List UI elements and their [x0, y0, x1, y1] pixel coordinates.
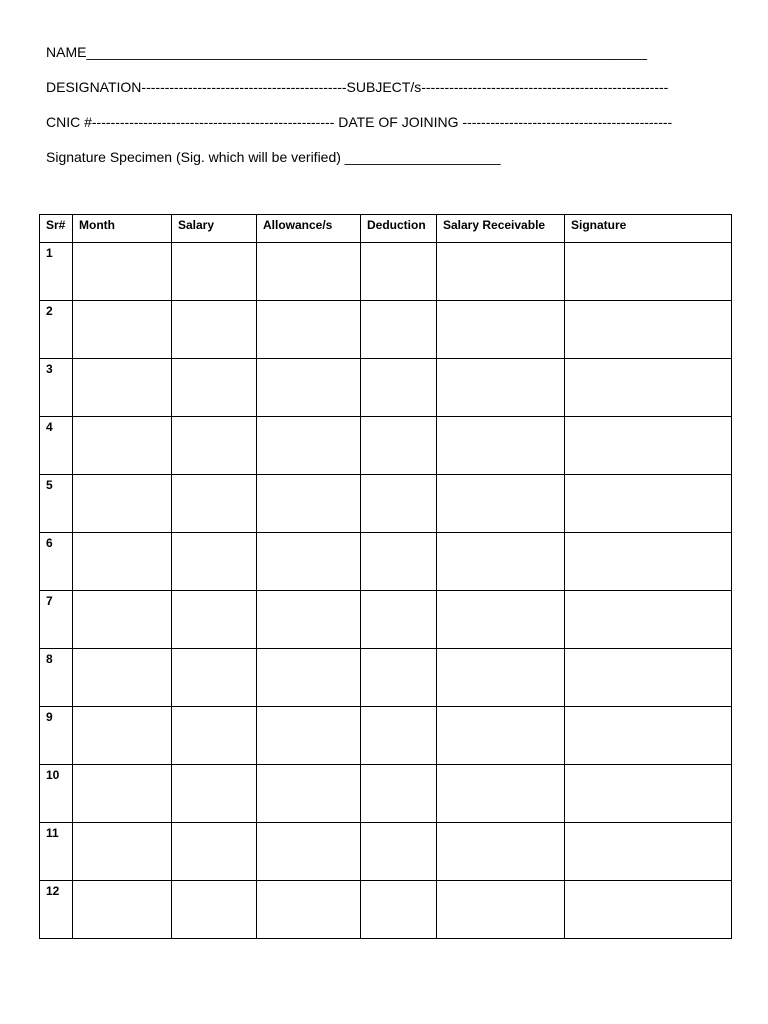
table-row — [40, 417, 732, 475]
month-cell[interactable] — [73, 591, 172, 649]
allowance-cell[interactable] — [257, 823, 361, 881]
salary-receivable-cell[interactable] — [437, 881, 565, 939]
deduction-cell[interactable] — [361, 881, 437, 939]
salary-cell[interactable] — [172, 243, 257, 301]
table-row — [40, 475, 732, 533]
sr-number-cell: 3 — [40, 359, 73, 417]
table-row — [40, 707, 732, 765]
deduction-cell[interactable] — [361, 417, 437, 475]
month-cell[interactable] — [73, 243, 172, 301]
header-salary: Salary — [172, 215, 257, 243]
signature-cell[interactable] — [565, 707, 732, 765]
table-row — [40, 301, 732, 359]
salary-cell[interactable] — [172, 707, 257, 765]
signature-cell[interactable] — [565, 417, 732, 475]
signature-cell[interactable] — [565, 881, 732, 939]
allowance-cell[interactable] — [257, 243, 361, 301]
salary-cell[interactable] — [172, 359, 257, 417]
signature-cell[interactable] — [565, 359, 732, 417]
allowance-cell[interactable] — [257, 707, 361, 765]
allowance-cell[interactable] — [257, 475, 361, 533]
allowance-cell[interactable] — [257, 533, 361, 591]
salary-record-table — [39, 214, 732, 939]
deduction-cell[interactable] — [361, 649, 437, 707]
header-month: Month — [73, 215, 172, 243]
salary-cell[interactable] — [172, 591, 257, 649]
table-row — [40, 823, 732, 881]
table-row — [40, 533, 732, 591]
salary-cell[interactable] — [172, 881, 257, 939]
sr-number-cell: 4 — [40, 417, 73, 475]
salary-cell[interactable] — [172, 649, 257, 707]
sr-number-cell: 12 — [40, 881, 73, 939]
month-cell[interactable] — [73, 707, 172, 765]
deduction-cell[interactable] — [361, 591, 437, 649]
header-deduction: Deduction — [361, 215, 437, 243]
sr-number-cell: 1 — [40, 243, 73, 301]
header-sr: Sr# — [40, 215, 73, 243]
allowance-cell[interactable] — [257, 359, 361, 417]
salary-cell[interactable] — [172, 417, 257, 475]
deduction-cell[interactable] — [361, 707, 437, 765]
deduction-cell[interactable] — [361, 823, 437, 881]
salary-receivable-cell[interactable] — [437, 591, 565, 649]
sr-number-cell: 8 — [40, 649, 73, 707]
salary-receivable-cell[interactable] — [437, 475, 565, 533]
month-cell[interactable] — [73, 301, 172, 359]
deduction-cell[interactable] — [361, 301, 437, 359]
salary-receivable-cell[interactable] — [437, 533, 565, 591]
deduction-cell[interactable] — [361, 765, 437, 823]
month-cell[interactable] — [73, 359, 172, 417]
salary-cell[interactable] — [172, 765, 257, 823]
salary-receivable-cell[interactable] — [437, 301, 565, 359]
signature-cell[interactable] — [565, 591, 732, 649]
table-header-row — [40, 215, 732, 243]
signature-cell[interactable] — [565, 649, 732, 707]
allowance-cell[interactable] — [257, 301, 361, 359]
salary-receivable-cell[interactable] — [437, 649, 565, 707]
salary-cell[interactable] — [172, 823, 257, 881]
deduction-cell[interactable] — [361, 243, 437, 301]
table-row — [40, 243, 732, 301]
month-cell[interactable] — [73, 765, 172, 823]
signature-cell[interactable] — [565, 533, 732, 591]
sr-number-cell: 2 — [40, 301, 73, 359]
salary-cell[interactable] — [172, 533, 257, 591]
month-cell[interactable] — [73, 533, 172, 591]
month-cell[interactable] — [73, 823, 172, 881]
table-row — [40, 649, 732, 707]
signature-cell[interactable] — [565, 823, 732, 881]
name-field-line: NAME________________________________________________________________________ — [46, 44, 648, 60]
salary-cell[interactable] — [172, 301, 257, 359]
header-salary-receivable: Salary Receivable — [437, 215, 565, 243]
allowance-cell[interactable] — [257, 765, 361, 823]
header-signature: Signature — [565, 215, 732, 243]
salary-receivable-cell[interactable] — [437, 417, 565, 475]
table-row — [40, 591, 732, 649]
table-row — [40, 881, 732, 939]
salary-receivable-cell[interactable] — [437, 823, 565, 881]
month-cell[interactable] — [73, 649, 172, 707]
deduction-cell[interactable] — [361, 475, 437, 533]
salary-cell[interactable] — [172, 475, 257, 533]
allowance-cell[interactable] — [257, 417, 361, 475]
deduction-cell[interactable] — [361, 533, 437, 591]
table-body — [40, 243, 732, 939]
sr-number-cell: 10 — [40, 765, 73, 823]
signature-cell[interactable] — [565, 243, 732, 301]
allowance-cell[interactable] — [257, 881, 361, 939]
sr-number-cell: 9 — [40, 707, 73, 765]
month-cell[interactable] — [73, 475, 172, 533]
signature-cell[interactable] — [565, 475, 732, 533]
table-row — [40, 359, 732, 417]
header-allowances: Allowance/s — [257, 215, 361, 243]
sr-number-cell: 7 — [40, 591, 73, 649]
table-row — [40, 765, 732, 823]
month-cell[interactable] — [73, 881, 172, 939]
allowance-cell[interactable] — [257, 649, 361, 707]
sr-number-cell: 5 — [40, 475, 73, 533]
sr-number-cell: 6 — [40, 533, 73, 591]
sr-number-cell: 11 — [40, 823, 73, 881]
cnic-date-of-joining-field-line: CNIC #---------------------------------------------------- DATE OF JOINING --------------------------------------------- — [46, 114, 673, 130]
salary-receivable-cell[interactable] — [437, 765, 565, 823]
allowance-cell[interactable] — [257, 591, 361, 649]
signature-cell[interactable] — [565, 301, 732, 359]
salary-receivable-cell[interactable] — [437, 243, 565, 301]
deduction-cell[interactable] — [361, 359, 437, 417]
salary-receivable-cell[interactable] — [437, 707, 565, 765]
signature-specimen-field-line: Signature Specimen (Sig. which will be verified) ____________________ — [46, 149, 501, 165]
salary-receivable-cell[interactable] — [437, 359, 565, 417]
month-cell[interactable] — [73, 417, 172, 475]
designation-subject-field-line: DESIGNATION--------------------------------------------SUBJECT/s----------------------------------------------------- — [46, 79, 669, 95]
signature-cell[interactable] — [565, 765, 732, 823]
